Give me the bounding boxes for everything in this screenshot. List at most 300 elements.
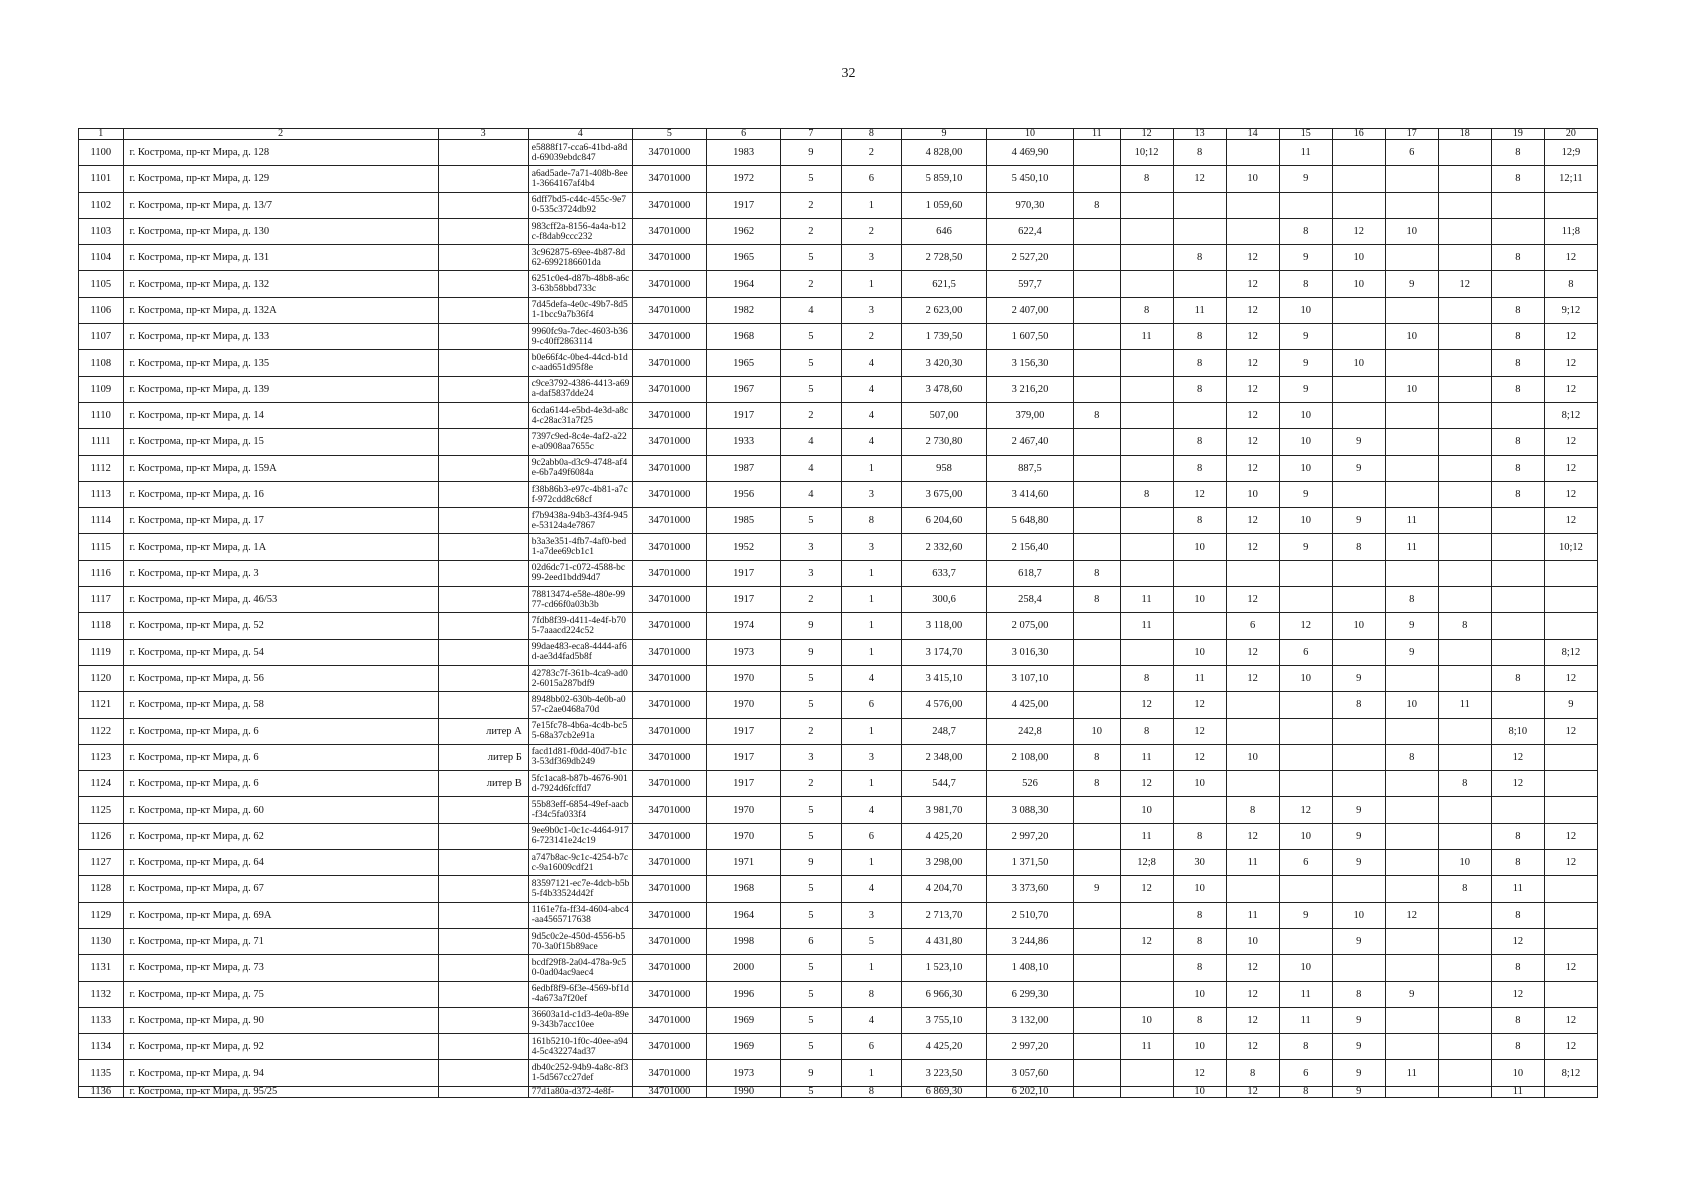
table-cell [1438, 297, 1491, 323]
table-cell: 9 [1279, 166, 1332, 192]
table-cell: 1990 [706, 1086, 780, 1097]
table-cell [1073, 245, 1120, 271]
table-cell: 12 [1438, 271, 1491, 297]
table-cell [1073, 429, 1120, 455]
table-cell [1073, 1034, 1120, 1060]
table-cell: 12;9 [1544, 140, 1597, 166]
table-cell [1438, 402, 1491, 428]
table-cell: 9 [781, 613, 841, 639]
table-cell: 12 [1279, 797, 1332, 823]
table-cell: 3 [841, 902, 901, 928]
table-cell [1438, 639, 1491, 665]
table-cell: a747b8ac-9c1c-4254-b7cc-9a16009cdf21 [528, 850, 632, 876]
table-cell: 242,8 [986, 718, 1073, 744]
table-cell: г. Кострома, пр-кт Мира, д. 132 [123, 271, 438, 297]
table-cell: 12 [1544, 245, 1597, 271]
table-cell: 8 [1173, 955, 1226, 981]
table-cell [1438, 218, 1491, 244]
table-cell: 34701000 [632, 218, 706, 244]
table-cell: 10 [1332, 271, 1385, 297]
table-cell [1491, 271, 1544, 297]
table-cell: 6dff7bd5-c44c-455c-9e70-535c3724db92 [528, 192, 632, 218]
table-cell: 34701000 [632, 613, 706, 639]
table-cell [1544, 192, 1597, 218]
table-cell: 1917 [706, 560, 780, 586]
table-cell: 1974 [706, 613, 780, 639]
table-cell: 4 [781, 297, 841, 323]
table-cell: 1 [841, 455, 901, 481]
table-cell: f38b86b3-e97c-4b81-a7cf-972cdd8c68cf [528, 481, 632, 507]
table-cell [1279, 928, 1332, 954]
table-cell [1438, 1034, 1491, 1060]
table-cell: г. Кострома, пр-кт Мира, д. 133 [123, 324, 438, 350]
table-row [79, 771, 1598, 797]
table-cell: 1 [841, 639, 901, 665]
table-cell [1438, 823, 1491, 849]
table-cell: 9 [1332, 1060, 1385, 1086]
table-cell: 2 156,40 [986, 534, 1073, 560]
table-cell: 1917 [706, 718, 780, 744]
table-cell: 11 [1491, 1086, 1544, 1097]
table-cell: 1123 [79, 744, 124, 770]
table-cell: 12 [1226, 1007, 1279, 1033]
table-cell: 12 [1544, 350, 1597, 376]
table-cell: 9 [1073, 876, 1120, 902]
table-cell: 12 [1385, 902, 1438, 928]
table-cell: b0e66f4c-0be4-44cd-b1dc-aad651d95f8e [528, 350, 632, 376]
table-cell [1438, 481, 1491, 507]
column-number: 13 [1173, 129, 1226, 140]
table-cell [1120, 376, 1173, 402]
table-cell: 34701000 [632, 508, 706, 534]
table-cell [1385, 297, 1438, 323]
table-cell: г. Кострома, пр-кт Мира, д. 128 [123, 140, 438, 166]
table-cell [1438, 1007, 1491, 1033]
table-cell: 6cda6144-e5bd-4e3d-a8c4-c28ac31a7f25 [528, 402, 632, 428]
table-cell: 2 407,00 [986, 297, 1073, 323]
table-cell: 1983 [706, 140, 780, 166]
table-cell: 83597121-ec7e-4dcb-b5b5-f4b33524d42f [528, 876, 632, 902]
table-row [79, 1086, 1598, 1097]
table-row [79, 455, 1598, 481]
table-cell: 1 [841, 1060, 901, 1086]
table-cell: 34701000 [632, 140, 706, 166]
table-cell: 3 420,30 [902, 350, 987, 376]
table-cell [1438, 560, 1491, 586]
table-cell [1438, 928, 1491, 954]
table-cell [438, 402, 528, 428]
table-cell: 8 [1226, 1060, 1279, 1086]
table-cell: г. Кострома, пр-кт Мира, д. 129 [123, 166, 438, 192]
table-cell: г. Кострома, пр-кт Мира, д. 67 [123, 876, 438, 902]
table-cell: 5 [781, 166, 841, 192]
table-cell: 970,30 [986, 192, 1073, 218]
table-cell [1120, 402, 1173, 428]
table-cell: 5 450,10 [986, 166, 1073, 192]
table-cell: литер Б [438, 744, 528, 770]
table-cell: 5 [781, 1007, 841, 1033]
column-number: 19 [1491, 129, 1544, 140]
table-cell: 1131 [79, 955, 124, 981]
housing-table [78, 128, 1598, 1098]
table-cell: г. Кострома, пр-кт Мира, д. 95/25 [123, 1086, 438, 1097]
table-cell: 9 [1279, 245, 1332, 271]
table-cell [1385, 1086, 1438, 1097]
table-cell [438, 376, 528, 402]
table-cell [438, 1034, 528, 1060]
table-cell: 10 [1279, 297, 1332, 323]
table-cell: 544,7 [902, 771, 987, 797]
table-cell: 4 [781, 455, 841, 481]
table-cell: 8 [1120, 481, 1173, 507]
table-cell: г. Кострома, пр-кт Мира, д. 56 [123, 665, 438, 691]
table-cell: 4 [841, 376, 901, 402]
table-cell: 5 [781, 324, 841, 350]
table-cell: 12 [1226, 455, 1279, 481]
table-cell: 1136 [79, 1086, 124, 1097]
table-cell: 34701000 [632, 192, 706, 218]
table-cell: 11 [1385, 508, 1438, 534]
table-cell [1120, 192, 1173, 218]
table-cell [1173, 218, 1226, 244]
table-cell: 34701000 [632, 1060, 706, 1086]
table-cell: 11 [1279, 981, 1332, 1007]
table-cell: г. Кострома, пр-кт Мира, д. 3 [123, 560, 438, 586]
table-cell: 9 [781, 1060, 841, 1086]
table-cell: 5 [781, 981, 841, 1007]
table-cell: 12 [1173, 692, 1226, 718]
table-cell: 8 [841, 1086, 901, 1097]
table-cell: 10 [1073, 718, 1120, 744]
table-cell: 6 966,30 [902, 981, 987, 1007]
table-cell [438, 1086, 528, 1097]
column-number: 7 [781, 129, 841, 140]
table-cell: 12 [1173, 481, 1226, 507]
table-cell: 161b5210-1f0c-40ee-a944-5c432274ad37 [528, 1034, 632, 1060]
table-row [79, 639, 1598, 665]
table-cell: 9 [1385, 271, 1438, 297]
table-cell [1332, 166, 1385, 192]
table-cell: 8 [1173, 508, 1226, 534]
table-cell [1073, 508, 1120, 534]
table-cell: 34701000 [632, 481, 706, 507]
table-row [79, 797, 1598, 823]
table-cell: 12 [1226, 271, 1279, 297]
table-cell: 4 204,70 [902, 876, 987, 902]
table-cell: 11 [1279, 140, 1332, 166]
table-cell: 1161e7fa-ff34-4604-abc4-aa4565717638 [528, 902, 632, 928]
table-cell: 10 [1173, 981, 1226, 1007]
table-cell: 12 [1226, 376, 1279, 402]
table-cell: 1117 [79, 587, 124, 613]
table-cell [1385, 1034, 1438, 1060]
table-cell: литер В [438, 771, 528, 797]
table-cell: 8;12 [1544, 402, 1597, 428]
table-cell: 12 [1544, 1007, 1597, 1033]
table-cell: 8 [1544, 271, 1597, 297]
table-cell: 8;10 [1491, 718, 1544, 744]
table-cell: 34701000 [632, 560, 706, 586]
table-cell: 1970 [706, 823, 780, 849]
table-cell [1438, 324, 1491, 350]
table-cell: 4 828,00 [902, 140, 987, 166]
table-cell: 1968 [706, 876, 780, 902]
table-cell: 2 [781, 587, 841, 613]
table-cell: 5 [781, 665, 841, 691]
table-cell: 6 202,10 [986, 1086, 1073, 1097]
table-cell: 3 [781, 744, 841, 770]
table-cell [1385, 718, 1438, 744]
table-cell: 34701000 [632, 1007, 706, 1033]
table-cell: 1969 [706, 1007, 780, 1033]
table-cell: 1134 [79, 1034, 124, 1060]
table-row [79, 587, 1598, 613]
table-cell [438, 692, 528, 718]
table-cell: 10 [1173, 1086, 1226, 1097]
table-cell: 258,4 [986, 587, 1073, 613]
table-cell [1073, 613, 1120, 639]
table-cell: 2 [781, 271, 841, 297]
table-cell: 3 [841, 481, 901, 507]
table-cell: 11 [1279, 1007, 1332, 1033]
table-cell [1073, 297, 1120, 323]
table-cell: 3 675,00 [902, 481, 987, 507]
table-cell: 8 [1173, 902, 1226, 928]
table-cell: 12 [1544, 955, 1597, 981]
table-cell: г. Кострома, пр-кт Мира, д. 6 [123, 771, 438, 797]
table-cell [1120, 560, 1173, 586]
table-cell [1438, 718, 1491, 744]
table-cell: 1917 [706, 744, 780, 770]
table-cell: 1968 [706, 324, 780, 350]
table-cell: 1125 [79, 797, 124, 823]
table-cell: 8 [1491, 324, 1544, 350]
table-cell: г. Кострома, пр-кт Мира, д. 90 [123, 1007, 438, 1033]
table-cell: 3 981,70 [902, 797, 987, 823]
table-cell: facd1d81-f0dd-40d7-b1c3-53df369db249 [528, 744, 632, 770]
table-cell [1385, 1007, 1438, 1033]
table-cell: 6 204,60 [902, 508, 987, 534]
column-number: 20 [1544, 129, 1597, 140]
table-cell [1544, 613, 1597, 639]
table-cell: 34701000 [632, 823, 706, 849]
table-cell: 12 [1491, 771, 1544, 797]
table-row [79, 1007, 1598, 1033]
table-cell: 77d1a80a-d372-4e8f- [528, 1086, 632, 1097]
table-cell [1438, 744, 1491, 770]
table-cell [1544, 1086, 1597, 1097]
table-cell [1332, 481, 1385, 507]
table-cell [1438, 429, 1491, 455]
table-cell [1073, 481, 1120, 507]
table-cell: 8 [1385, 587, 1438, 613]
table-cell: 3 755,10 [902, 1007, 987, 1033]
table-cell [1544, 587, 1597, 613]
table-cell [1438, 350, 1491, 376]
table-cell: 1917 [706, 587, 780, 613]
table-cell: 8 [1491, 1007, 1544, 1033]
table-cell: 5fc1aca8-b87b-4676-901d-7924d6fcffd7 [528, 771, 632, 797]
table-cell: 8 [1120, 166, 1173, 192]
table-cell [1438, 1086, 1491, 1097]
table-cell: 12 [1120, 928, 1173, 954]
table-cell: 42783c7f-361b-4ca9-ad02-6015a287bdf9 [528, 665, 632, 691]
table-cell: 2 [781, 402, 841, 428]
table-cell: 34701000 [632, 955, 706, 981]
table-cell: 1122 [79, 718, 124, 744]
table-cell: 12 [1332, 218, 1385, 244]
table-cell: 11 [1226, 850, 1279, 876]
table-cell: 10 [1279, 429, 1332, 455]
table-cell [1279, 771, 1332, 797]
table-cell: 4 [841, 350, 901, 376]
table-cell: db40c252-94b9-4a8c-8f31-5d567cc27def [528, 1060, 632, 1086]
table-cell: 36603a1d-c1d3-4e0a-89e9-343b7acc10ee [528, 1007, 632, 1033]
table-cell [438, 455, 528, 481]
table-cell [1120, 350, 1173, 376]
table-cell [1073, 218, 1120, 244]
table-cell [1332, 771, 1385, 797]
table-cell: 597,7 [986, 271, 1073, 297]
table-cell: 633,7 [902, 560, 987, 586]
table-cell: 34701000 [632, 850, 706, 876]
column-number: 15 [1279, 129, 1332, 140]
table-cell [1438, 192, 1491, 218]
table-cell: 3 088,30 [986, 797, 1073, 823]
table-cell [1332, 955, 1385, 981]
table-cell: 9 [1279, 481, 1332, 507]
table-cell: 3 [781, 560, 841, 586]
table-cell [1073, 955, 1120, 981]
table-cell: 34701000 [632, 166, 706, 192]
table-cell [1332, 402, 1385, 428]
table-cell: 1111 [79, 429, 124, 455]
table-cell: 02d6dc71-c072-4588-bc99-2eed1bdd94d7 [528, 560, 632, 586]
table-cell: 4 425,20 [902, 823, 987, 849]
table-cell: 12 [1544, 455, 1597, 481]
table-cell: 1987 [706, 455, 780, 481]
table-cell: 3 156,30 [986, 350, 1073, 376]
table-row [79, 1060, 1598, 1086]
table-cell: 1109 [79, 376, 124, 402]
table-cell: 9ee9b0c1-0c1c-4464-9176-723141e24c19 [528, 823, 632, 849]
table-cell: г. Кострома, пр-кт Мира, д. 131 [123, 245, 438, 271]
table-cell [1073, 823, 1120, 849]
table-cell: 2 [781, 718, 841, 744]
table-cell [1491, 508, 1544, 534]
table-cell [1073, 1086, 1120, 1097]
table-row [79, 271, 1598, 297]
table-row [79, 402, 1598, 428]
table-row [79, 508, 1598, 534]
table-row [79, 376, 1598, 402]
table-cell: 3 [841, 744, 901, 770]
table-cell [1491, 560, 1544, 586]
table-cell [1120, 639, 1173, 665]
table-cell: 9 [1332, 823, 1385, 849]
table-cell [1279, 560, 1332, 586]
table-cell: 11 [1120, 324, 1173, 350]
table-cell: 8 [1279, 271, 1332, 297]
table-cell: 8 [1173, 140, 1226, 166]
table-cell: 621,5 [902, 271, 987, 297]
table-cell [1120, 429, 1173, 455]
table-cell: 10;12 [1120, 140, 1173, 166]
table-cell: 646 [902, 218, 987, 244]
table-cell: 1964 [706, 902, 780, 928]
table-cell [1385, 481, 1438, 507]
table-cell [1120, 271, 1173, 297]
table-cell [438, 192, 528, 218]
table-cell [1073, 639, 1120, 665]
table-cell [438, 1060, 528, 1086]
table-cell [1073, 376, 1120, 402]
table-cell: 1107 [79, 324, 124, 350]
table-cell [1385, 192, 1438, 218]
column-number: 5 [632, 129, 706, 140]
table-cell: 1971 [706, 850, 780, 876]
table-cell: 12 [1173, 166, 1226, 192]
table-cell: 3 414,60 [986, 481, 1073, 507]
table-cell: 1967 [706, 376, 780, 402]
table-cell: 7397c9ed-8c4e-4af2-a22e-a0908aa7655c [528, 429, 632, 455]
table-cell [1438, 245, 1491, 271]
table-cell: 379,00 [986, 402, 1073, 428]
table-cell: 10 [1332, 613, 1385, 639]
column-number: 11 [1073, 129, 1120, 140]
table-cell: 4 [841, 797, 901, 823]
table-cell: 1 408,10 [986, 955, 1073, 981]
table-row [79, 876, 1598, 902]
table-cell: 8 [841, 981, 901, 1007]
table-cell: 1110 [79, 402, 124, 428]
table-cell: 1969 [706, 1034, 780, 1060]
table-cell [438, 245, 528, 271]
table-cell: г. Кострома, пр-кт Мира, д. 15 [123, 429, 438, 455]
table-cell [1385, 166, 1438, 192]
table-cell: 2 332,60 [902, 534, 987, 560]
table-cell: 34701000 [632, 639, 706, 665]
table-cell: 9d5c0c2e-450d-4556-b570-3a0f15b89ace [528, 928, 632, 954]
table-cell: г. Кострома, пр-кт Мира, д. 52 [123, 613, 438, 639]
table-cell [438, 481, 528, 507]
column-number: 14 [1226, 129, 1279, 140]
table-cell [1073, 166, 1120, 192]
table-cell: 8;12 [1544, 1060, 1597, 1086]
table-cell [1438, 797, 1491, 823]
table-cell [1491, 613, 1544, 639]
table-cell: 12 [1173, 1060, 1226, 1086]
table-cell [438, 508, 528, 534]
table-cell: 4 431,80 [902, 928, 987, 954]
table-cell: 8 [1491, 350, 1544, 376]
table-cell: 8 [1173, 376, 1226, 402]
table-cell: 11 [1120, 744, 1173, 770]
table-cell: 11 [1385, 1060, 1438, 1086]
table-cell: 5 [781, 692, 841, 718]
table-cell: 12 [1544, 850, 1597, 876]
table-cell [1438, 981, 1491, 1007]
column-number: 6 [706, 129, 780, 140]
table-cell: 12 [1120, 692, 1173, 718]
table-cell: 9960fc9a-7dec-4603-b369-c40ff2863114 [528, 324, 632, 350]
table-cell: 34701000 [632, 429, 706, 455]
table-cell: 12 [1226, 1034, 1279, 1060]
table-cell [1385, 560, 1438, 586]
table-cell [1438, 1060, 1491, 1086]
table-cell: 5 [781, 350, 841, 376]
table-cell: 1106 [79, 297, 124, 323]
